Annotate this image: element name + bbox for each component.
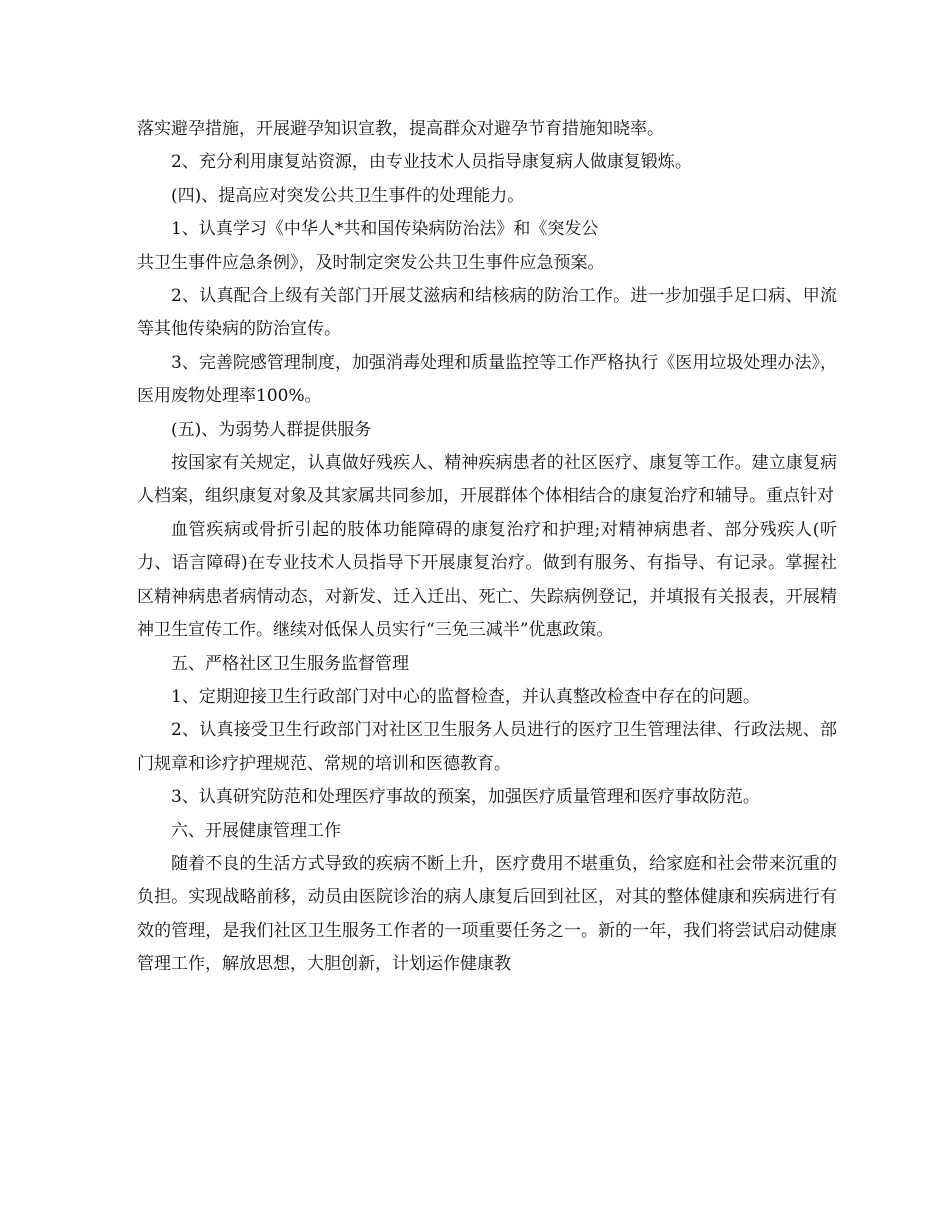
paragraph: 2、认真接受卫生行政部门对社区卫生服务人员进行的医疗卫生管理法律、行政法规、部门规章和诊疗护理规范、常规的培训和医德教育。 [137,720,837,774]
paragraph: 3、完善院感管理制度，加强消毒处理和质量监控等工作严格执行《医用垃圾处理办法》，医用废物处理率100%。 [137,352,837,407]
section-heading: (四)、提高应对突发公共卫生事件的处理能力。 [171,185,525,206]
paragraph: 落实避孕措施，开展避孕知识宣教，提高群众对避孕节育措施知晓率。 [137,119,664,139]
paragraph: 血管疾病或骨折引起的肢体功能障碍的康复治疗和护理;对精神病患者、部分残疾人(听力、语言障碍)在专业技术人员指导下开展康复治疗。做到有服务、有指导、有记录。掌握社区精神病患者病情动态，对新发、迁入迁出、死亡、失踪病例登记，并填报有关报表，开展精神卫生宣传工作。继续对低保人员实行“三免三减半”优惠政策。 [137,519,837,641]
paragraph: 1、认真学习《中华人*共和国传染病防治法》和《突发公 [171,219,599,240]
section-heading: 五、严格社区卫生服务监督管理 [171,653,409,674]
paragraph: 2、认真配合上级有关部门开展艾滋病和结核病的防治工作。进一步加强手足口病、甲流等其他传染病的防治宣传。 [137,286,837,340]
paragraph: 3、认真研究防范和处理医疗事故的预案，加强医疗质量管理和医疗事故防范。 [171,787,760,808]
paragraph: 按国家有关规定，认真做好残疾人、精神疾病患者的社区医疗、康复等工作。建立康复病人档案，组织康复对象及其家属共同参加，开展群体个体相结合的康复治疗和辅导。重点针对 [137,453,837,507]
paragraph: 随着不良的生活方式导致的疾病不断上升，医疗费用不堪重负，给家庭和社会带来沉重的负担。实现战略前移，动员由医院诊治的病人康复后回到社区，对其的整体健康和疾病进行有效的管理，是我们社区卫生服务工作者的一项重要任务之一。新的一年，我们将尝试启动健康管理工作，解放思想，大胆创新，计划运作健康教 [137,853,837,975]
paragraph: 2、充分利用康复站资源，由专业技术人员指导康复病人做康复锻炼。 [171,152,692,173]
paragraph: 1、定期迎接卫生行政部门对中心的监督检查，并认真整改检查中存在的问题。 [171,686,760,707]
document-body [137,113,837,982]
paragraph: 共卫生事件应急条例》，及时制定突发公共卫生事件应急预案。 [137,252,605,273]
section-heading: (五)、为弱势人群提供服务 [171,419,372,440]
section-heading: 六、开展健康管理工作 [171,820,341,841]
